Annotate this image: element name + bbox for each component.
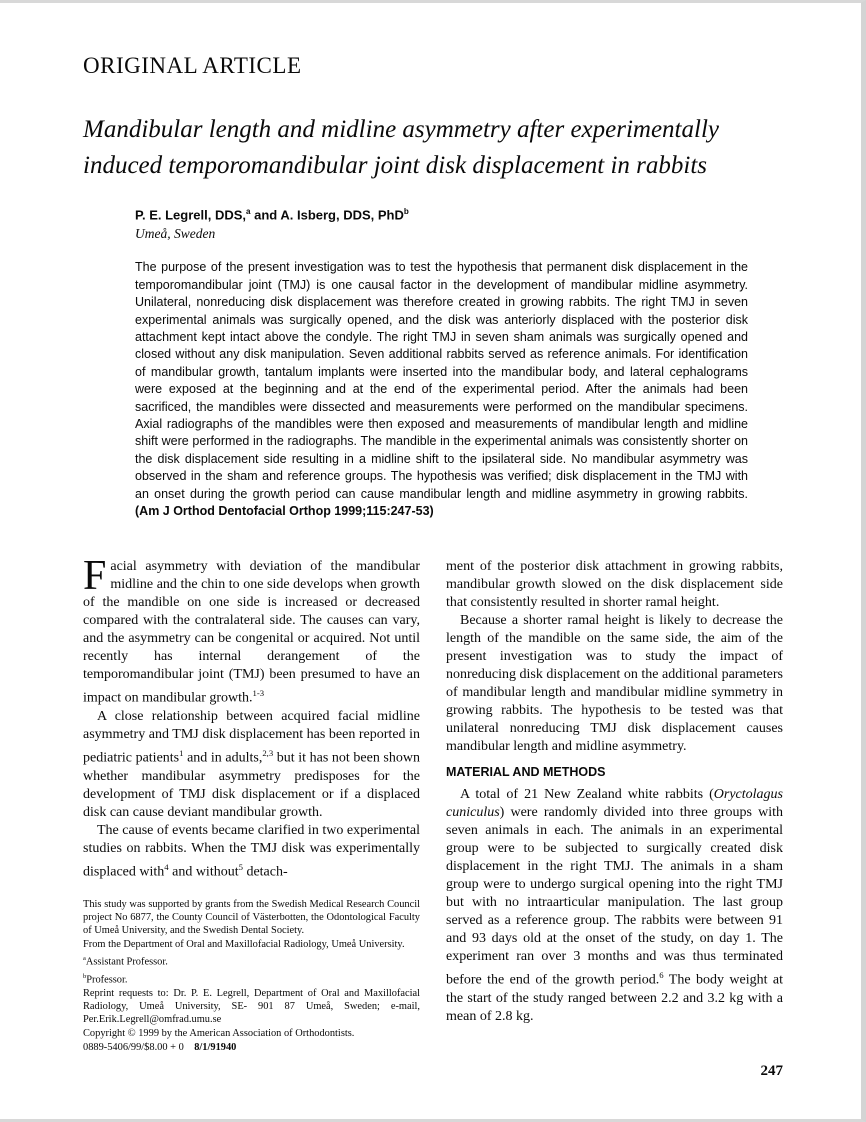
section-heading-material-and-methods: MATERIAL AND METHODS [446, 765, 606, 780]
footnote-copyright: Copyright © 1999 by the American Association of Orthodontists. [83, 1028, 355, 1040]
footnote-affiliation: From the Department of Oral and Maxillofacial Radiology, Umeå University. [83, 939, 405, 951]
body-paragraph-2: A close relationship between acquired facial midline asymmetry and TMJ disk displacement has been reported in pediatric patients$^1$ and in adults,$^{2,3}$ but it has not been shown whether mandibular asymmetry predisposes for the development of TMJ disk displacement or if a displaced disk can cause deviant mandibular growth. [83, 709, 420, 820]
footnote-role-a: $^a$Assistant Professor. [83, 955, 168, 968]
body-paragraph-6: A total of 21 New Zealand white rabbits (Oryctolagus cuniculus) were randomly divided into three groups with seven animals in each. The animals in an experimental group were to be subjected to surgically created disk displacement in the right TMJ. The animals in a sham group were to undergo surgical opening into the right TMJ but with no intraarticular manipulation. The last group served as a reference group. The rabbits were between 91 and 93 days old at the onset of the study, on day 1. The experiment ran over 3 months and was thus terminated before the end of the growth period.$^6$ The body weight at the start of the study ranged between 2.2 and 3.2 kg with a mean of 2.8 kg. [446, 787, 783, 1025]
footnote-issn-code: 0889-5406/99/$8.00 + 0 8/1/91940 [83, 1042, 237, 1054]
article-type-label: ORIGINAL ARTICLE [83, 53, 302, 78]
left-column [83, 553, 420, 1055]
footnote-support: This study was supported by grants from the Swedish Medical Research Council project No 6877, the County Council of Västerbotten, the Odontological Faculty of Umeå University, and the Swedish Dental Society. [83, 899, 420, 937]
body-paragraph-4: ment of the posterior disk attachment in growing rabbits, mandibular growth slowed on the disk displacement side that consistently resulted in shorter ramal height. [446, 559, 783, 611]
page-number: 247 [760, 1063, 783, 1080]
right-column [446, 558, 783, 1055]
article-body [83, 553, 783, 1055]
abstract-text: The purpose of the present investigation was to test the hypothesis that permanent disk displacement in the temporomandibular joint (TMJ) is one causal factor in the development of mandibular midline asymmetry. Unilateral, nonreducing disk displacement was therefore created in growing rabbits. The right TMJ in seven experimental animals was surgically opened, and the disk was anteriorly displaced with the posterior disk attachment kept intact above the condyle. The right TMJ in seven sham animals was surgically opened and closed without any disk manipulation. Seven additional rabbits served as reference animals. For identification of mandibular growth, tantalum implants were inserted into the mandibular body, and lateral cephalograms were exposed at the beginning and at the end of the experimental period. After the animals had been sacrificed, the mandibles were dissected and measurements were performed on the mandibular specimens. Axial radiographs of the mandibles were then exposed and measurements of mandibular length and midline shift were performed in the radiographs. The mandible in the experimental animals was consistently shorter on the disk displacement side resulting in a midline shift to the ipsilateral side. No mandibular asymmetry was observed in the sham and reference groups. The hypothesis was verified; disk displacement in the TMJ with an onset during the growth period can cause mandibular length and midline asymmetry in growing rabbits. (Am J Orthod Dentofacial Orthop 1999;115:247-53) [135, 260, 748, 519]
body-paragraph-3: The cause of events became clarified in two experimental studies on rabbits. When the TMJ disk was experimentally displaced with$^4$ and without$^5$ detach- [83, 822, 420, 880]
article-header-block [135, 207, 783, 520]
footnote-role-b: $^b$Professor. [83, 972, 128, 986]
body-paragraph-1: Facial asymmetry with deviation of the mandibular midline and the chin to one side develops when growth of the mandible on one side is increased or decreased compared with the contralateral side. The causes can vary, and the asymmetry can be congenital or acquired. Not until recently has internal derangement of the temporomandibular joint (TMJ) been presumed to have an impact on mandibular growth.$^{1-3}$ [83, 553, 420, 707]
body-paragraph-5: Because a shorter ramal height is likely to decrease the length of the mandible on the same side, the aim of the present investigation was to study the impact of nonreducing disk displacement on the additional parameters of mandibular length and mandibular midline symmetry in growing rabbits. The hypothesis to be tested was that unilateral nonreducing TMJ disk displacement causes mandibular length and midline asymmetry. [446, 613, 783, 755]
footnote-reprint: Reprint requests to: Dr. P. E. Legrell, Department of Oral and Maxillofacial Radiology, Umeå University, SE- 901 87 Umeå, Sweden; e-mail, Per.Erik.Legrell@omfrad.umu.se [83, 988, 420, 1026]
authors-line: P. E. Legrell, DDS,$^a$ and A. Isberg, DDS, PhD$^b$ [135, 207, 409, 223]
authors-location: Umeå, Sweden [135, 226, 216, 242]
footnotes-block [83, 898, 420, 1055]
article-title: Mandibular length and midline asymmetry after experimentally induced temporomandibular joint disk displacement in rabbits [83, 116, 719, 179]
